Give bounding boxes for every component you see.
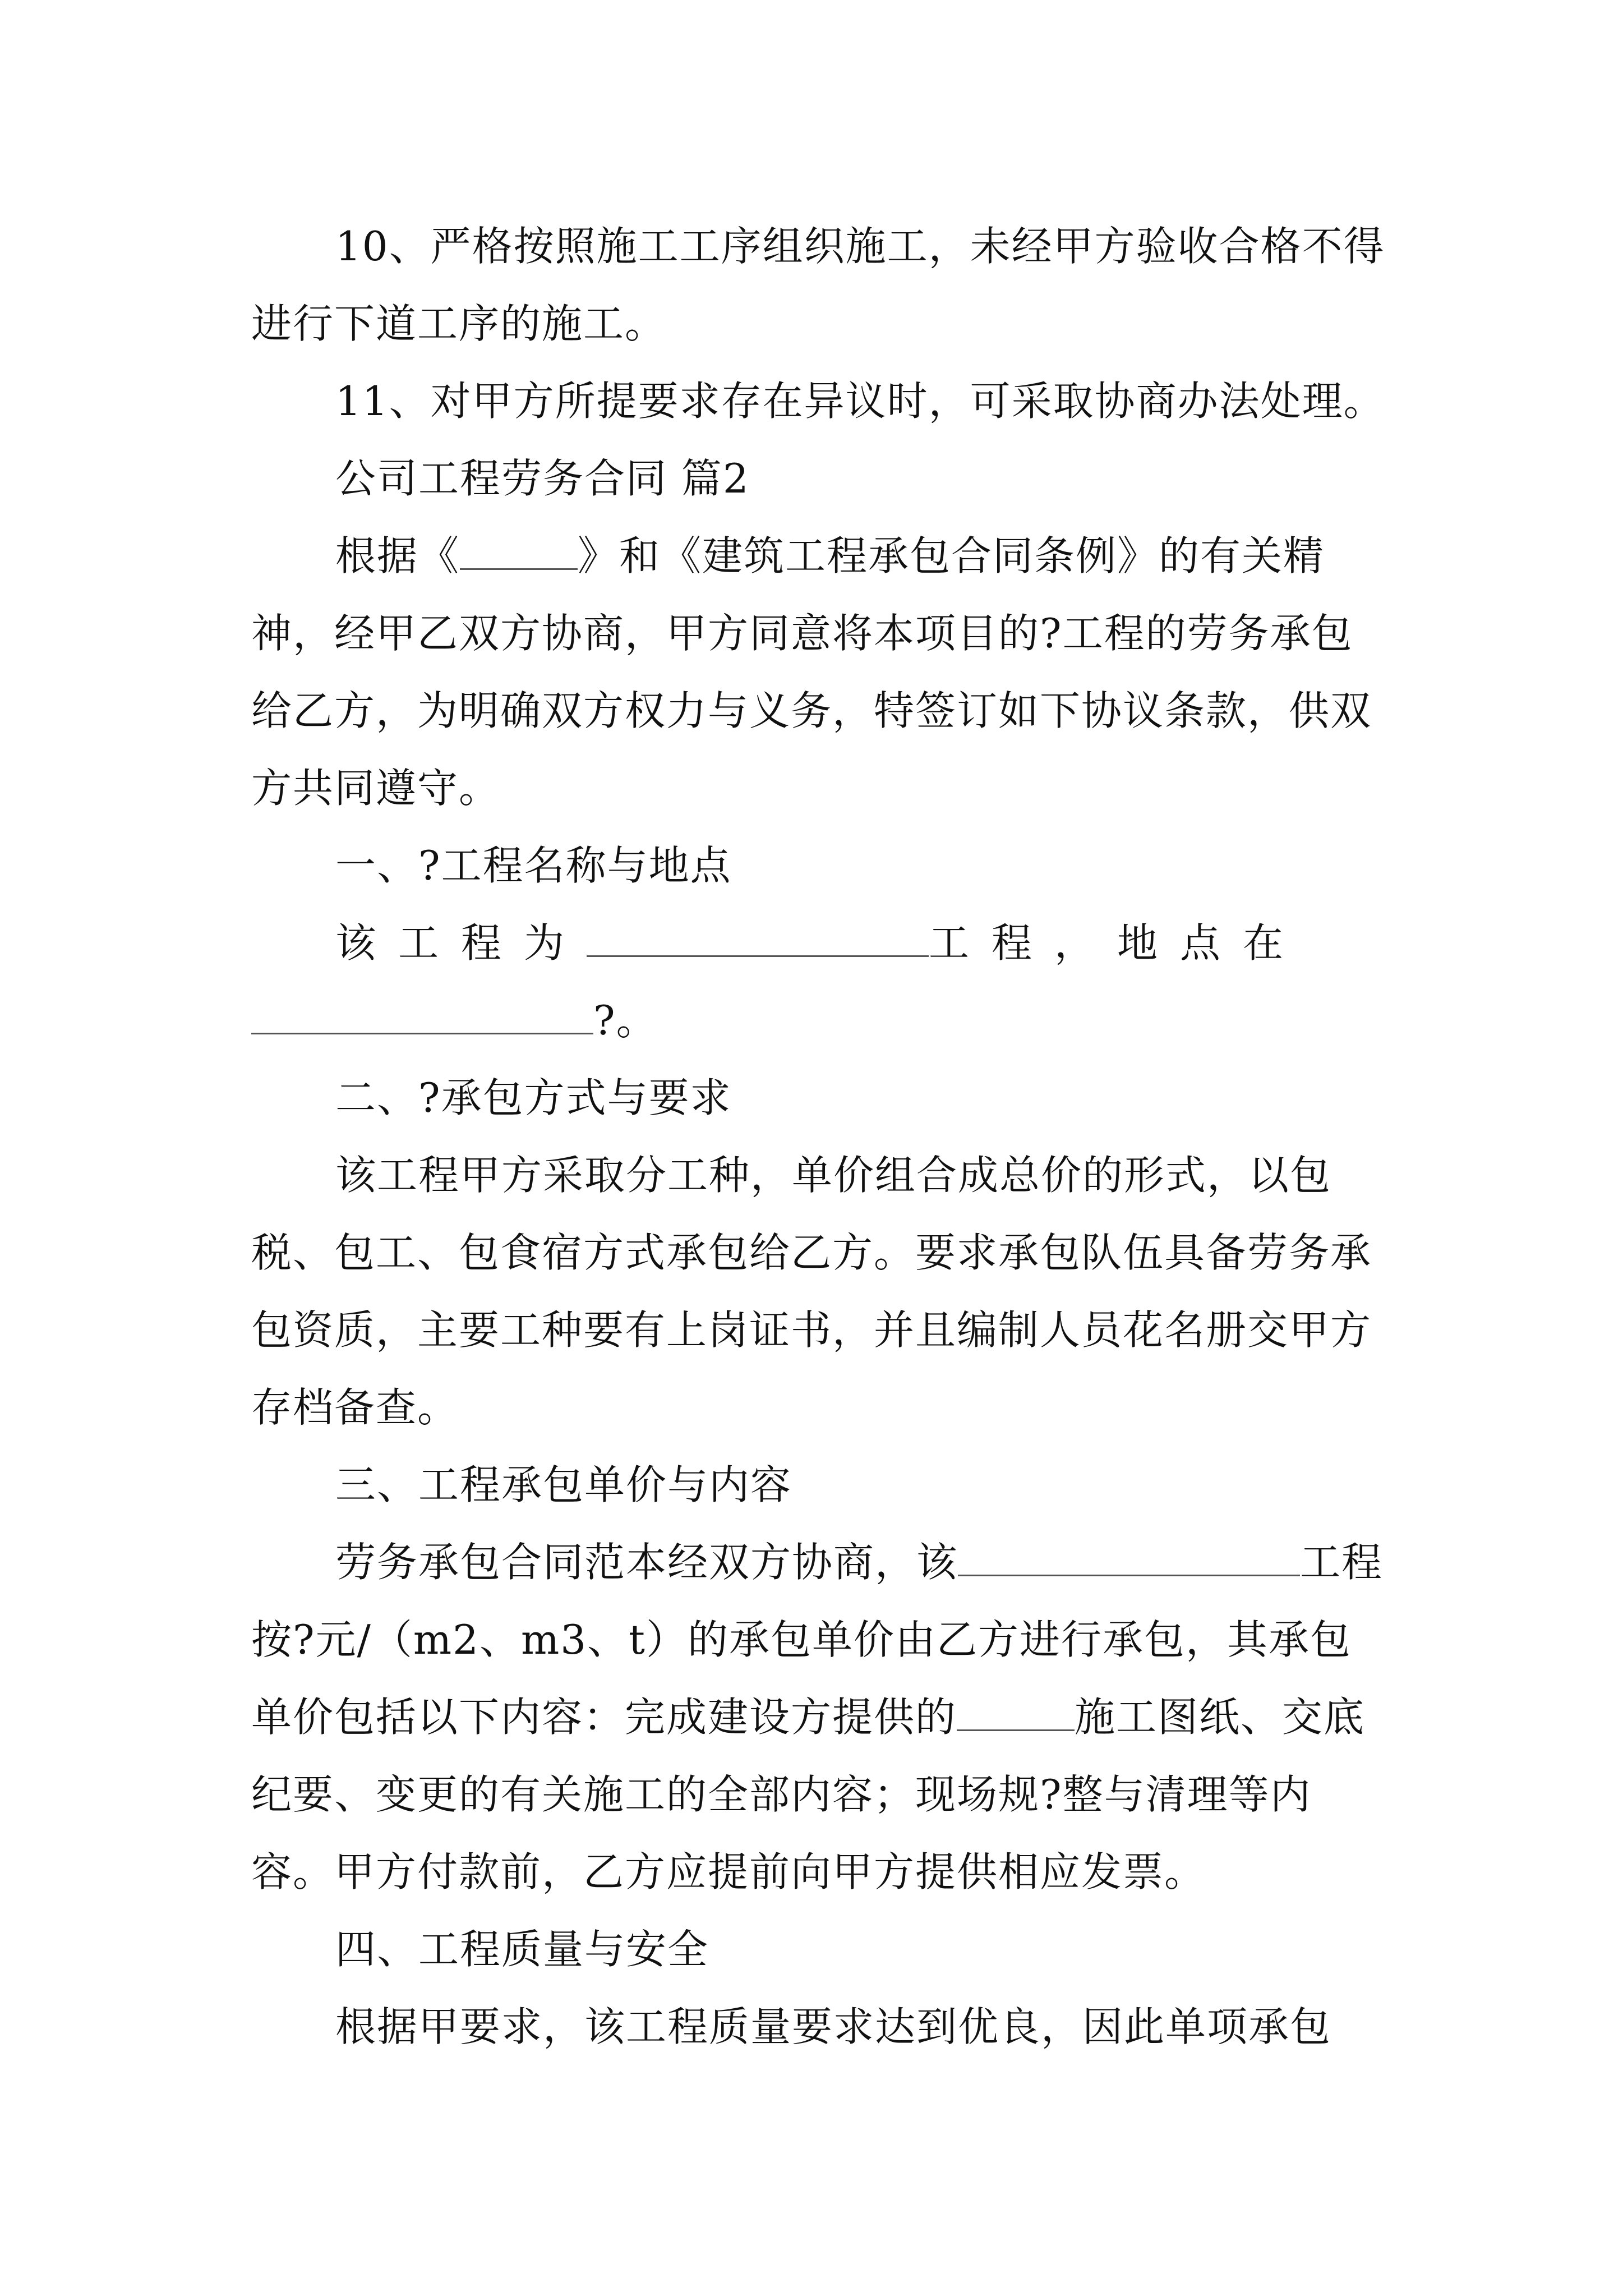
project-blank [958, 1541, 1300, 1576]
location-at-text: 工程，地点在 [929, 919, 1306, 967]
project-name-blank [587, 922, 929, 957]
project-name-location-paragraph [251, 904, 1390, 1059]
contract-method-text: 该工程甲方采取分工种，单价组合成总价的形式，以包税、包工、包食宿方式承包给乙方。要求承包队伍具备劳务承包资质，主要工种要有上岗证书，并且编制人员花名册交甲方存档备查。 [251, 1152, 1372, 1431]
quality-text: 根据甲要求，该工程质量要求达到优良，因此单项承包 [335, 2003, 1332, 2050]
heading-quality-safety [251, 1911, 1390, 1988]
location-blank [251, 999, 593, 1034]
heading-project-name-location [251, 827, 1390, 904]
quality-paragraph [251, 1988, 1390, 2065]
unit-price-text-middle: 工程按?元/（m2、m3、t）的承包单价由乙方进行承包，其承包单价包括以下内容：完成建设方提供的 [251, 1539, 1384, 1741]
heading-unit-price [251, 1446, 1390, 1524]
section-title [251, 440, 1390, 517]
clause-11 [251, 362, 1390, 440]
heading-2-text: 二、?承包方式与要求 [335, 1074, 732, 1121]
heading-1-text: 一、?工程名称与地点 [335, 842, 732, 889]
contract-method-paragraph [251, 1137, 1390, 1446]
section-title-text: 公司工程劳务合同 篇2 [335, 455, 750, 502]
heading-3-text: 三、工程承包单价与内容 [335, 1461, 792, 1508]
preamble-text-rest: 》和《建筑工程承包合同条例》的有关精神，经甲乙双方协商，甲方同意将本项目的?工程的劳务承包给乙方，为明确双方权力与义务，特签订如下协议条款，供双方共同遵守。 [251, 532, 1372, 812]
location-end-text: ?。 [593, 997, 658, 1044]
clause-10-text: 10、严格按照施工工序组织施工，未经甲方验收合格不得进行下道工序的施工。 [251, 223, 1385, 347]
unit-price-text-end: 施工图纸、交底纪要、变更的有关施工的全部内容；现场规?整与清理等内容。甲方付款前，乙方应提前向甲方提供相应发票。 [251, 1694, 1366, 1895]
heading-4-text: 四、工程质量与安全 [335, 1926, 709, 1973]
heading-contract-method [251, 1059, 1390, 1137]
preamble-paragraph [251, 517, 1390, 827]
clause-10 [251, 208, 1390, 362]
drawings-blank [957, 1696, 1075, 1731]
preamble-text-start: 根据《 [335, 532, 460, 579]
document-body [251, 208, 1390, 2065]
law-name-blank [460, 535, 578, 570]
unit-price-text-start: 劳务承包合同范本经双方协商，该 [335, 1539, 958, 1586]
unit-price-paragraph [251, 1524, 1390, 1911]
clause-11-text: 11、对甲方所提要求存在异议时，可采取协商办法处理。 [335, 378, 1385, 425]
project-is-text: 该工程为 [335, 919, 587, 967]
